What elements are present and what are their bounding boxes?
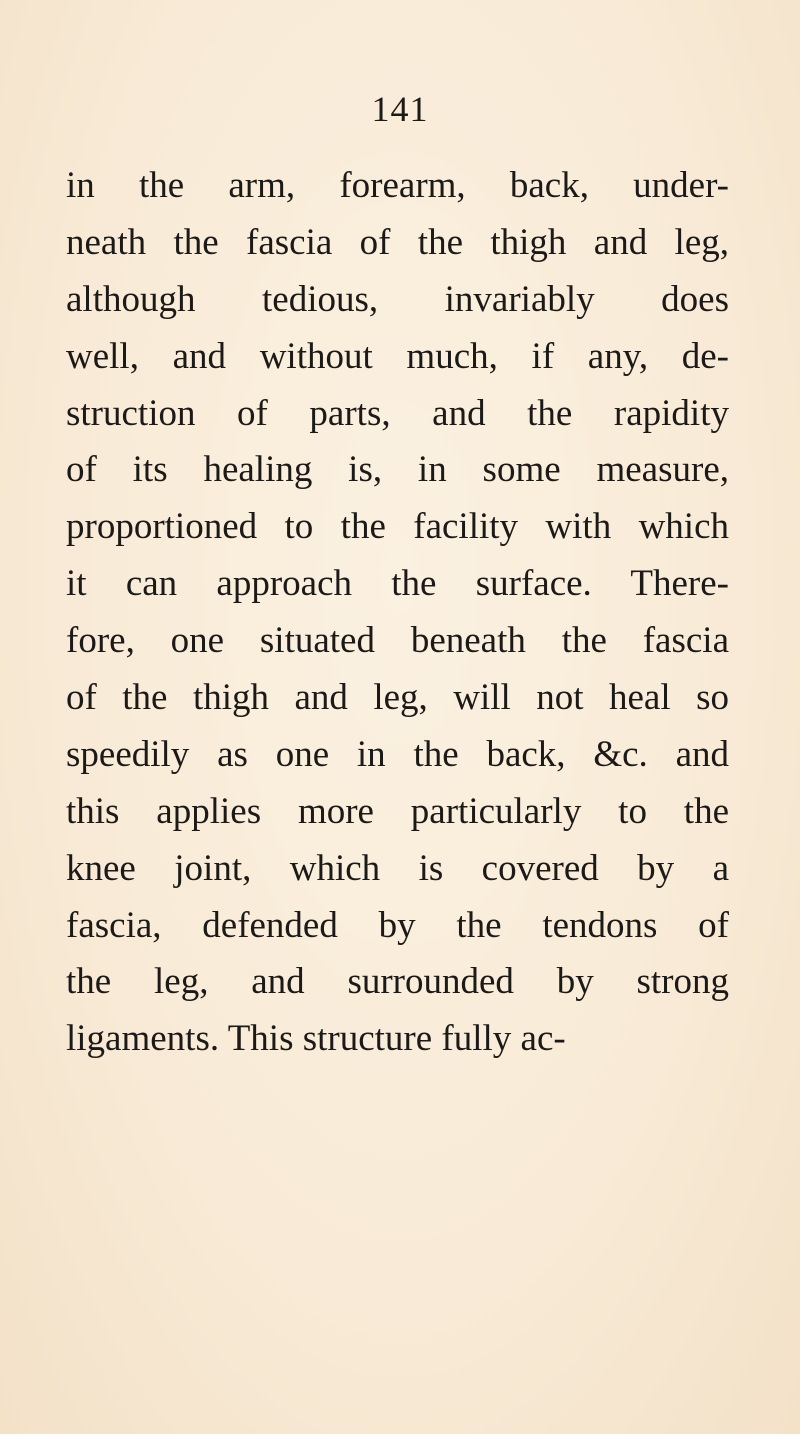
page-number: 141 <box>371 89 429 129</box>
text-line: knee joint, which is covered by a <box>66 847 729 889</box>
text-line: the leg, and surrounded by strong <box>66 961 729 1003</box>
text-line: fore, one situated beneath the fascia <box>66 620 729 662</box>
text-line: ligaments. This structure fully ac- <box>66 1018 566 1060</box>
text-line: fascia, defended by the tendons of <box>66 904 729 946</box>
text-line: of its healing is, in some measure, <box>66 449 729 491</box>
text-line: this applies more particularly to the <box>66 790 729 832</box>
text-line: in the arm, forearm, back, under- <box>66 165 729 206</box>
text-line: proportioned to the facility with which <box>66 506 729 548</box>
text-line: speedily as one in the back, &c. and <box>66 733 729 775</box>
text-line: neath the fascia of the thigh and leg, <box>66 221 729 263</box>
text-line: it can approach the surface. There- <box>66 563 729 605</box>
text-line: of the thigh and leg, will not heal so <box>66 677 729 719</box>
text-line: although tedious, invariably does <box>66 278 729 320</box>
text-line: well, and without much, if any, de- <box>66 335 729 377</box>
body-text <box>66 158 729 1068</box>
text-line: struction of parts, and the rapidity <box>66 392 729 434</box>
